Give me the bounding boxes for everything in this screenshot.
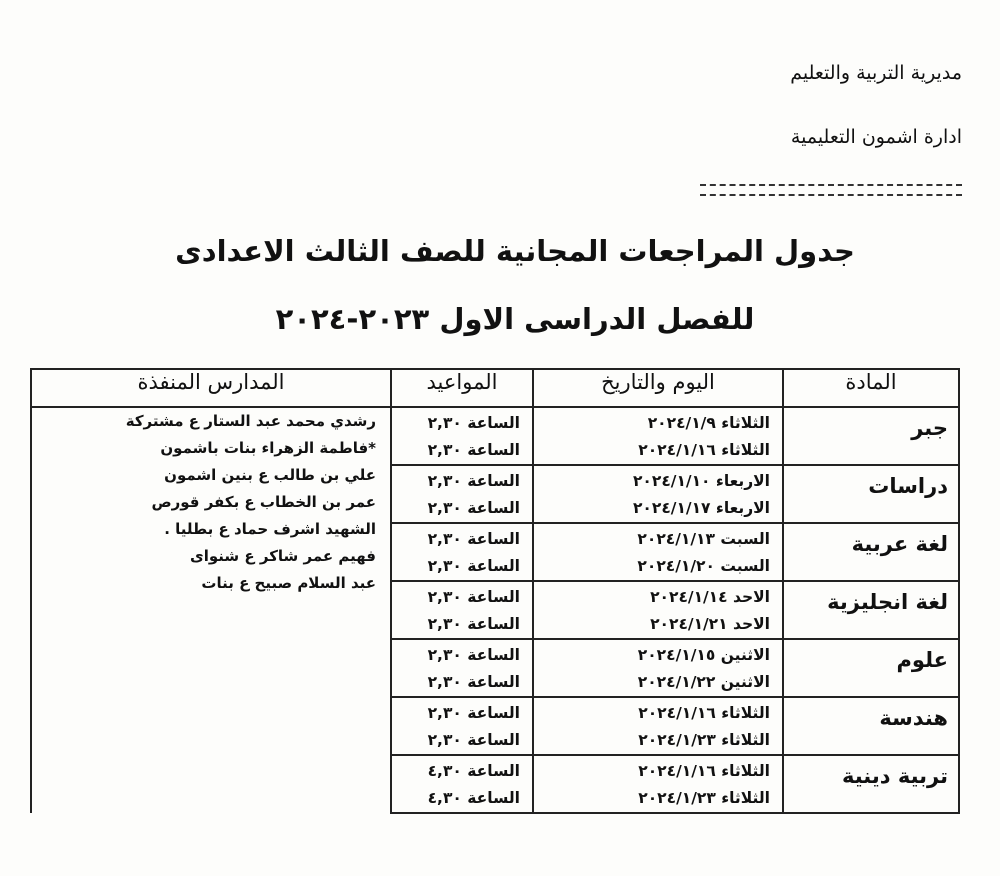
time-entry: الساعة ٢,٣٠ xyxy=(427,588,520,606)
date-cell xyxy=(533,581,783,639)
subject-cell: هندسة xyxy=(783,697,959,755)
time-entry: الساعة ٢,٣٠ xyxy=(427,441,520,459)
time-cell xyxy=(391,697,533,755)
date-entry: الثلاثاء ٢٠٢٤/١/٩ xyxy=(647,414,770,432)
time-entry: الساعة ٢,٣٠ xyxy=(427,414,520,432)
document-title: جدول المراجعات المجانية للصف الثالث الاعدادى xyxy=(175,234,855,268)
date-entry: الثلاثاء ٢٠٢٤/١/١٦ xyxy=(638,762,770,780)
administration-name: ادارة اشمون التعليمية xyxy=(790,126,962,148)
date-entry: الاحد ٢٠٢٤/١/٢١ xyxy=(650,615,770,633)
table-row xyxy=(31,407,959,465)
time-entry: الساعة ٢,٣٠ xyxy=(427,646,520,664)
date-entry: الاحد ٢٠٢٤/١/١٤ xyxy=(650,588,770,606)
date-entry: الثلاثاء ٢٠٢٤/١/٢٣ xyxy=(638,789,770,807)
header-schools: المدارس المنفذة xyxy=(31,369,391,407)
date-cell xyxy=(533,523,783,581)
time-cell xyxy=(391,523,533,581)
subject-cell: لغة عربية xyxy=(783,523,959,581)
subject-cell: علوم xyxy=(783,639,959,697)
school-name: رشدي محمد عبد الستار ع مشتركة xyxy=(125,412,376,430)
time-entry: الساعة ٢,٣٠ xyxy=(427,731,520,749)
subject-cell: جبر xyxy=(783,407,959,465)
date-cell xyxy=(533,639,783,697)
time-entry: الساعة ٢,٣٠ xyxy=(427,472,520,490)
header-separator xyxy=(700,184,962,196)
table-header-row xyxy=(31,369,959,407)
header-date: اليوم والتاريخ xyxy=(533,369,783,407)
subject-cell: لغة انجليزية xyxy=(783,581,959,639)
date-cell xyxy=(533,697,783,755)
subject-cell: دراسات xyxy=(783,465,959,523)
time-entry: الساعة ٤,٣٠ xyxy=(427,762,520,780)
schools-cell xyxy=(31,407,391,813)
time-cell xyxy=(391,407,533,465)
date-cell xyxy=(533,755,783,813)
date-entry: الاثنين ٢٠٢٤/١/١٥ xyxy=(637,646,770,664)
school-name: علي بن طالب ع بنين اشمون xyxy=(164,466,376,484)
date-entry: الاربعاء ٢٠٢٤/١/١٠ xyxy=(632,472,770,490)
time-entry: الساعة ٢,٣٠ xyxy=(427,557,520,575)
time-entry: الساعة ٢,٣٠ xyxy=(427,499,520,517)
school-name: عبد السلام صبيح ع بنات xyxy=(201,574,376,592)
school-item xyxy=(32,570,390,597)
header-subject: المادة xyxy=(783,369,959,407)
document-subtitle: للفصل الدراسى الاول ٢٠٢٣-٢٠٢٤ xyxy=(275,302,755,336)
time-entry: الساعة ٢,٣٠ xyxy=(427,615,520,633)
school-name: الشهيد اشرف حماد ع بطليا . xyxy=(164,520,376,538)
subject-cell: تربية دينية xyxy=(783,755,959,813)
time-entry: الساعة ٢,٣٠ xyxy=(427,704,520,722)
time-entry: الساعة ٢,٣٠ xyxy=(427,673,520,691)
date-cell xyxy=(533,465,783,523)
school-name: *فاطمة الزهراء بنات باشمون xyxy=(160,439,376,457)
schedule-table xyxy=(30,368,960,814)
time-cell xyxy=(391,755,533,813)
date-entry: الثلاثاء ٢٠٢٤/١/١٦ xyxy=(638,441,770,459)
date-cell xyxy=(533,407,783,465)
header-time: المواعيد xyxy=(391,369,533,407)
school-item xyxy=(32,408,390,435)
school-item xyxy=(32,462,390,489)
time-entry: الساعة ٢,٣٠ xyxy=(427,530,520,548)
school-name: عمر بن الخطاب ع بكفر قورص xyxy=(151,493,376,511)
school-item xyxy=(32,543,390,570)
school-item xyxy=(32,435,390,462)
time-cell xyxy=(391,581,533,639)
time-cell xyxy=(391,639,533,697)
time-cell xyxy=(391,465,533,523)
date-entry: الاثنين ٢٠٢٤/١/٢٢ xyxy=(637,673,770,691)
date-entry: السبت ٢٠٢٤/١/٢٠ xyxy=(637,557,770,575)
directorate-name: مديرية التربية والتعليم xyxy=(790,62,962,84)
school-item xyxy=(32,489,390,516)
school-name: فهيم عمر شاكر ع شنواى xyxy=(190,547,376,565)
date-entry: الثلاثاء ٢٠٢٤/١/٢٣ xyxy=(638,731,770,749)
date-entry: الاربعاء ٢٠٢٤/١/١٧ xyxy=(632,499,770,517)
time-entry: الساعة ٤,٣٠ xyxy=(427,789,520,807)
date-entry: الثلاثاء ٢٠٢٤/١/١٦ xyxy=(638,704,770,722)
date-entry: السبت ٢٠٢٤/١/١٣ xyxy=(637,530,770,548)
school-item xyxy=(32,516,390,543)
